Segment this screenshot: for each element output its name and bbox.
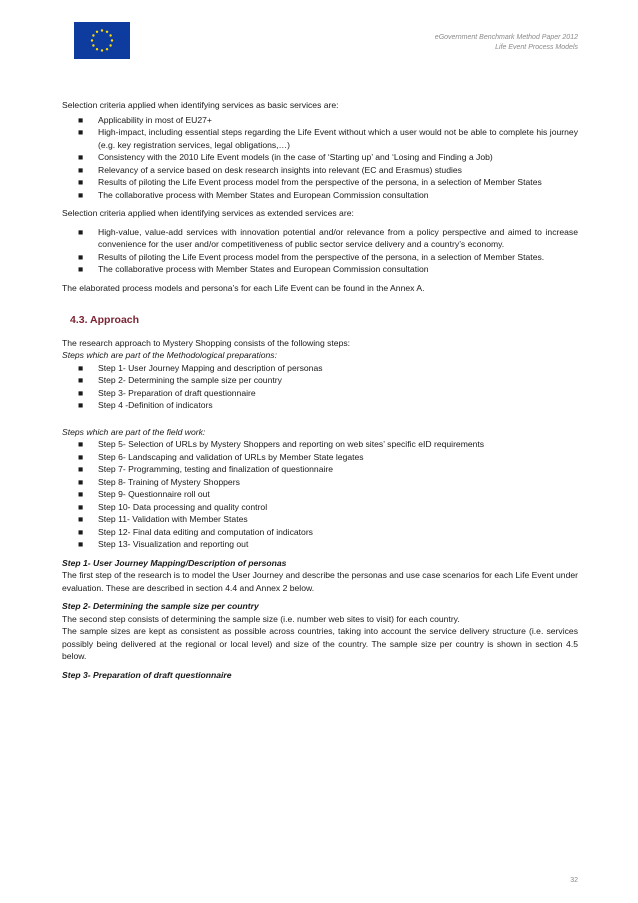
list-item: ■ Results of piloting the Life Event process model from the perspective of the persona, in a selection of Member States	[78, 177, 542, 187]
eu-flag-icon	[74, 22, 130, 59]
approach-intro: The research approach to Mystery Shopping consists of the following steps:	[62, 337, 351, 348]
square-bullet-icon: ■	[78, 226, 84, 237]
method-steps-list	[62, 362, 578, 412]
square-bullet-icon: ■	[78, 114, 84, 125]
square-bullet-icon: ■	[78, 489, 84, 499]
extended-criteria-list	[62, 226, 578, 276]
annex-note: The elaborated process models and persona’s for each Life Event can be found in the Annex A.	[62, 282, 425, 293]
square-bullet-icon: ■	[78, 177, 84, 187]
list-item: ■ Step 1- User Journey Mapping and description of personas	[78, 362, 323, 373]
field-heading: Steps which are part of the field work:	[62, 426, 206, 437]
square-bullet-icon: ■	[78, 189, 84, 200]
square-bullet-icon: ■	[78, 264, 84, 274]
list-item: ■ The collaborative process with Member States and European Commission consultation	[78, 264, 429, 274]
document-body	[62, 99, 578, 681]
list-item: ■ Step 10- Data processing and quality control	[78, 501, 268, 512]
step2-title: Step 2- Determining the sample size per country	[62, 601, 259, 611]
square-bullet-icon: ■	[78, 451, 84, 462]
square-bullet-icon: ■	[78, 439, 84, 449]
list-item: ■ High-value, value-add services with innovation potential and/or relevance from a policy perspective and aimed to increase convenience for the user and/or competitiveness of public sector service delivery and a country’s economy.	[78, 226, 578, 249]
field-steps-list	[62, 438, 578, 551]
square-bullet-icon: ■	[78, 501, 84, 512]
square-bullet-icon: ■	[78, 400, 84, 410]
square-bullet-icon: ■	[78, 464, 84, 474]
list-item: ■ Step 11- Validation with Member States	[78, 514, 248, 524]
step1-title: Step 1- User Journey Mapping/Description of personas	[62, 557, 287, 568]
step2-text-2: The sample sizes are kept as consistent as possible across countries, taking into account the service delivery structure (i.e. services possibly being delivered at the regional or local level) and size of the country. The sample size per country is shown in section 4.5 below.	[62, 626, 578, 661]
square-bullet-icon: ■	[78, 387, 84, 398]
square-bullet-icon: ■	[78, 127, 84, 137]
list-item: ■ Consistency with the 2010 Life Event models (in the case of ‘Starting up’ and ‘Losing and Finding a Job)	[78, 152, 493, 162]
square-bullet-icon: ■	[78, 539, 84, 549]
step1-text: The first step of the research is to model the User Journey and describe the personas and use case scenarios for each Life Event under evaluation. These are described in section 4.4 and Annex 2 below.	[62, 570, 578, 593]
square-bullet-icon: ■	[78, 251, 84, 262]
list-item: ■ High-impact, including essential steps regarding the Life Event without which a user would not be able to complete his journey (e.g. key registration services, legal obligations,…)	[78, 127, 578, 150]
extended-intro: Selection criteria applied when identifying services as extended services are:	[62, 208, 354, 218]
list-item: ■ Step 13- Visualization and reporting out	[78, 539, 249, 549]
list-item: ■ Step 6- Landscaping and validation of URLs by Member State legates	[78, 451, 364, 462]
square-bullet-icon: ■	[78, 152, 84, 162]
list-item: ■ Relevancy of a service based on desk research insights into relevant (EC and Erasmus) studies	[78, 164, 462, 175]
basic-intro: Selection criteria applied when identifying services as basic services are:	[62, 100, 339, 110]
page-number: 32	[570, 877, 578, 884]
page-header	[435, 33, 578, 53]
list-item: ■ Step 9- Questionnaire roll out	[78, 489, 210, 499]
list-item: ■ Step 5- Selection of URLs by Mystery Shoppers and reporting on web sites’ specific eID requirements	[78, 439, 485, 449]
header-title: eGovernment Benchmark Method Paper 2012	[434, 34, 578, 41]
list-item: ■ Step 8- Training of Mystery Shoppers	[78, 476, 240, 487]
list-item: ■ Applicability in most of EU27+	[78, 114, 212, 125]
step2-text-1: The second step consists of determining the sample size (i.e. number web sites to visit) for each country.	[62, 613, 460, 624]
section-heading: 4.3. Approach	[70, 314, 140, 326]
basic-criteria-list	[62, 114, 578, 202]
square-bullet-icon: ■	[78, 476, 84, 487]
square-bullet-icon: ■	[78, 514, 84, 524]
list-item: ■ The collaborative process with Member States and European Commission consultation	[78, 189, 429, 200]
square-bullet-icon: ■	[78, 526, 84, 537]
list-item: ■ Step 3- Preparation of draft questionnaire	[78, 387, 256, 398]
list-item: ■ Step 12- Final data editing and computation of indicators	[78, 526, 313, 537]
square-bullet-icon: ■	[78, 375, 84, 385]
method-heading: Steps which are part of the Methodological preparations:	[62, 350, 277, 360]
step3-title: Step 3- Preparation of draft questionnaire	[62, 669, 232, 680]
list-item: ■ Step 2- Determining the sample size per country	[78, 375, 282, 385]
list-item: ■ Results of piloting the Life Event process model from the perspective of the persona, in a selection of Member States.	[78, 251, 545, 262]
header-subtitle: Life Event Process Models	[495, 44, 578, 51]
list-item: ■ Step 4 -Definition of indicators	[78, 400, 213, 410]
square-bullet-icon: ■	[78, 362, 84, 373]
list-item: ■ Step 7- Programming, testing and finalization of questionnaire	[78, 464, 334, 474]
square-bullet-icon: ■	[78, 164, 84, 175]
